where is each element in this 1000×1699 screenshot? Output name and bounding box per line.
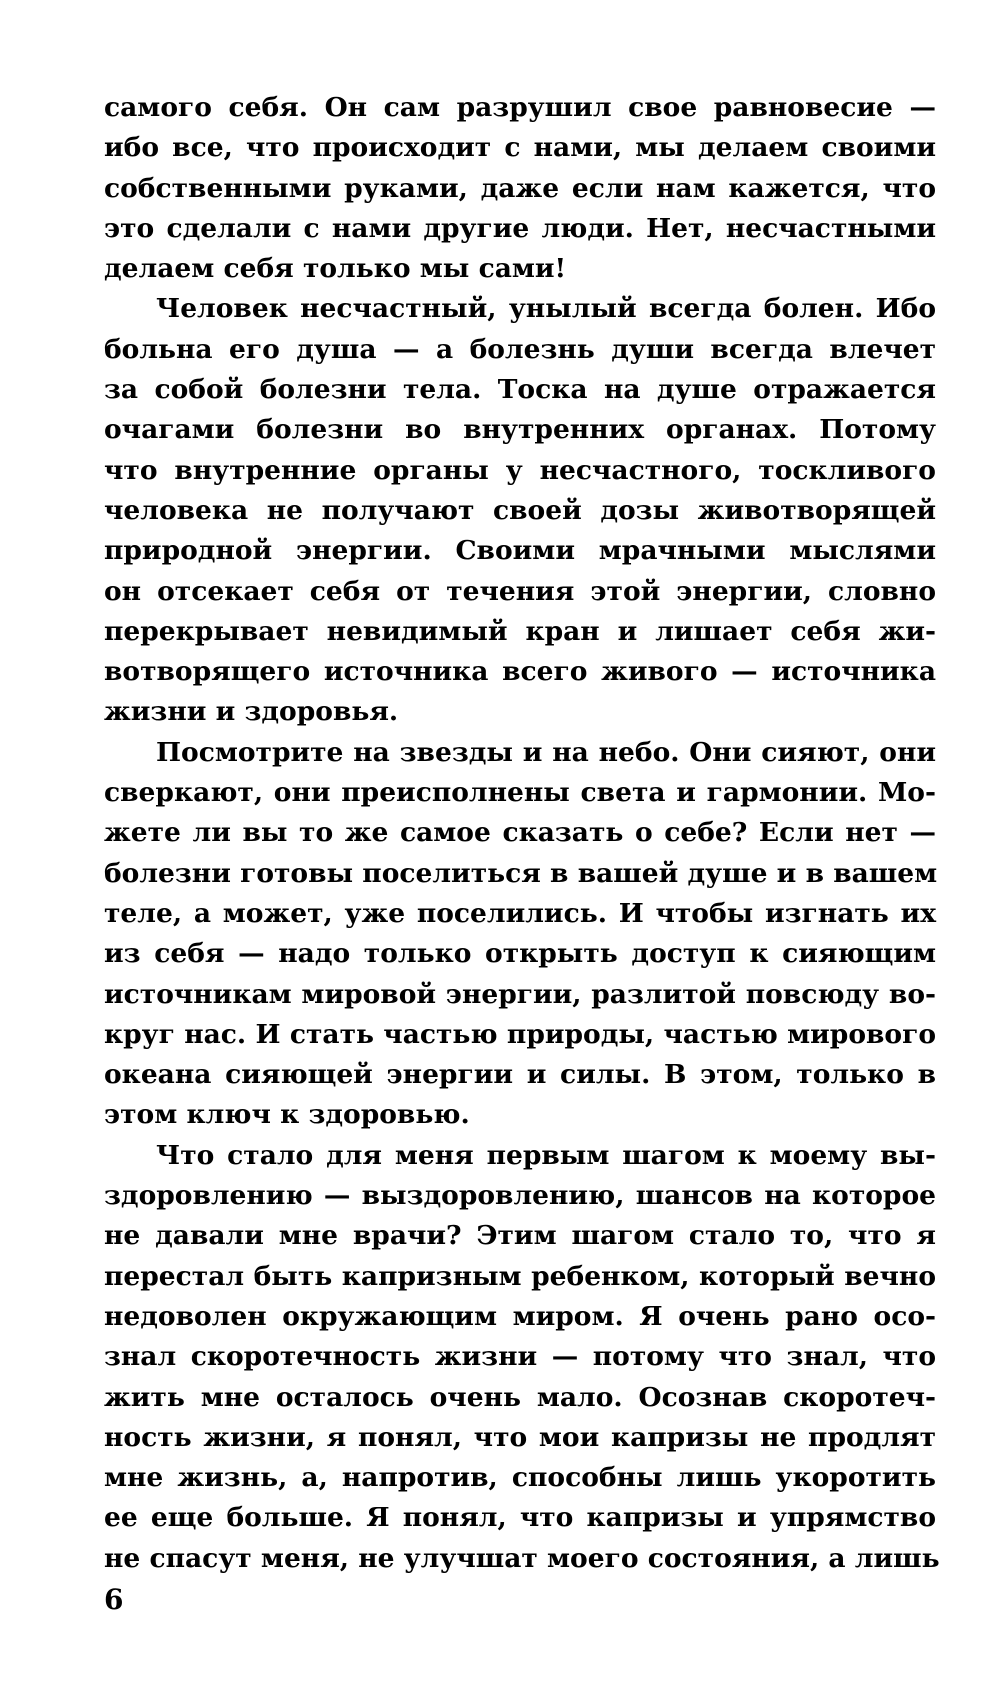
text-line: ибо все, что происходит с нами, мы делаем своими: [104, 132, 936, 164]
text-line: не давали мне врачи? Этим шагом стало то, что я: [104, 1220, 936, 1252]
text-line: делаем себя только мы сами!: [104, 253, 567, 285]
text-line: вотворящего источника всего живого — источника: [104, 656, 936, 688]
text-line: из себя — надо только открыть доступ к сияющим: [104, 938, 936, 970]
text-line: собственными руками, даже если нам кажется, что: [104, 172, 936, 204]
text-line: сверкают, они преисполнены света и гармонии. Мо-: [104, 777, 936, 809]
text-line: источникам мировой энергии, разлитой повсюду во-: [104, 978, 936, 1010]
body-text: [104, 88, 940, 1579]
text-line: круг нас. И стать частью природы, частью мирового: [104, 1018, 936, 1050]
text-line: жить мне осталось очень мало. Осознав скоротеч-: [104, 1381, 936, 1413]
text-line: мне жизнь, а, напротив, способны лишь укоротить: [104, 1462, 936, 1494]
text-line: перестал быть капризным ребенком, который вечно: [104, 1260, 936, 1292]
text-line: перекрывает невидимый кран и лишает себя жи-: [104, 615, 936, 647]
text-line: океана сияющей энергии и силы. В этом, только в: [104, 1059, 936, 1091]
text-line: недоволен окружающим миром. Я очень рано осо-: [104, 1300, 936, 1332]
page-number: 6: [104, 1583, 124, 1616]
text-line: больна его душа — а болезнь души всегда влечет: [104, 333, 936, 365]
text-line: теле, а может, уже поселились. И чтобы изгнать их: [104, 897, 936, 929]
text-line: он отсекает себя от течения этой энергии, словно: [104, 575, 936, 607]
text-line: здоровлению — выздоровлению, шансов на которое: [104, 1180, 936, 1212]
text-line: знал скоротечность жизни — потому что знал, что: [104, 1341, 936, 1373]
text-line: Посмотрите на звезды и на небо. Они сияют, они: [156, 736, 936, 768]
text-line: ность жизни, я понял, что мои капризы не продлят: [104, 1421, 936, 1453]
text-line: Человек несчастный, унылый всегда болен. Ибо: [156, 293, 936, 325]
text-line: ее еще больше. Я понял, что капризы и упрямство: [104, 1502, 936, 1534]
text-line: жете ли вы то же самое сказать о себе? Если нет —: [104, 817, 936, 849]
text-line: жизни и здоровья.: [104, 696, 399, 728]
text-line: природной энергии. Своими мрачными мыслями: [104, 535, 936, 567]
text-line: очагами болезни во внутренних органах. Потому: [104, 414, 936, 446]
text-line: что внутренние органы у несчастного, тоскливого: [104, 454, 936, 486]
text-line: за собой болезни тела. Тоска на душе отражается: [104, 374, 936, 406]
text-line: человека не получают своей дозы животворящей: [104, 494, 936, 526]
text-line: это сделали с нами другие люди. Нет, несчастными: [104, 212, 936, 244]
text-line: этом ключ к здоровью.: [104, 1099, 470, 1131]
text-line: болезни готовы поселиться в вашей душе и в вашем: [104, 857, 938, 889]
text-line: не спасут меня, не улучшат моего состояния, а лишь: [104, 1542, 940, 1574]
text-line: Что стало для меня первым шагом к моему вы-: [156, 1139, 936, 1171]
text-line: самого себя. Он сам разрушил свое равновесие —: [104, 92, 936, 123]
